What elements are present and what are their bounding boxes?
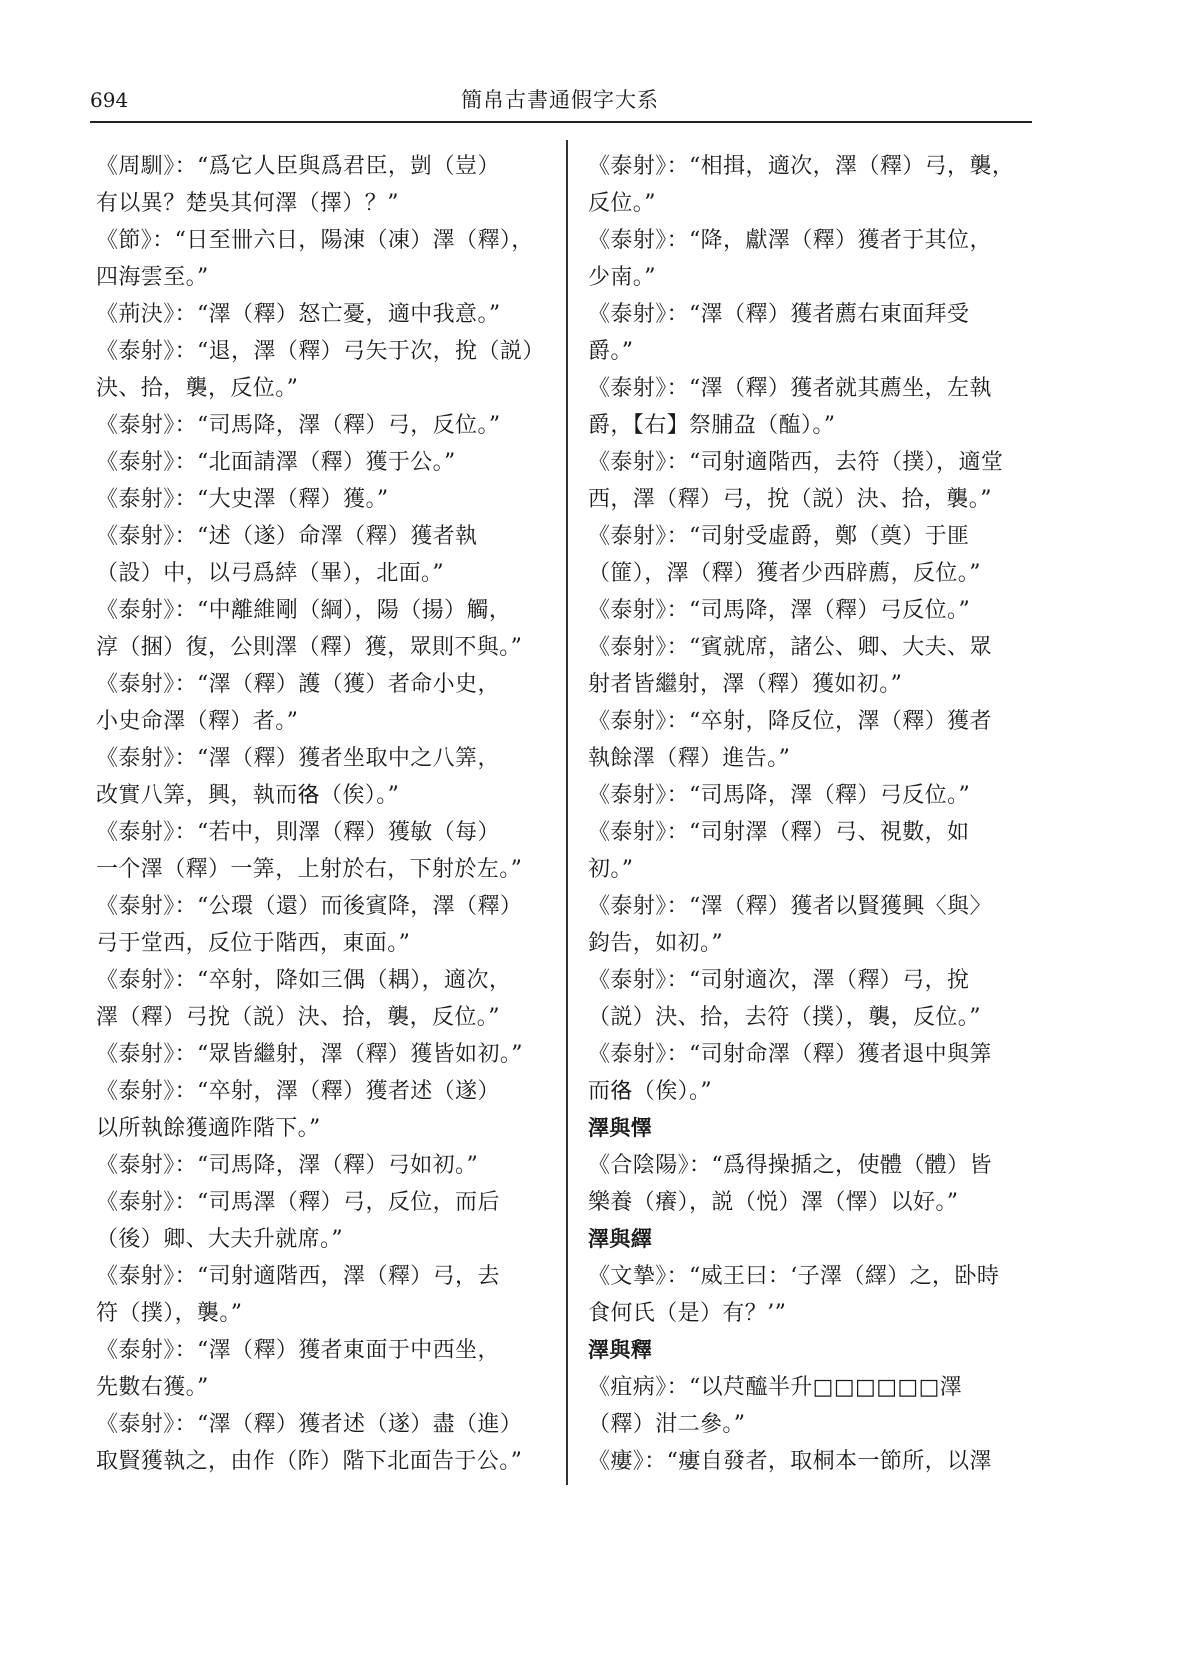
- text-line: 少南。”: [588, 265, 656, 290]
- text-line: 《泰射》：“相揖，適次，澤（釋）弓，襲，: [588, 154, 1015, 179]
- text-line: 有以異？楚吳其何澤（擇）？”: [96, 191, 399, 216]
- text-line: 《文摯》：“威王曰：‘子澤（繹）之，卧時: [588, 1264, 1000, 1289]
- text-line: 鈞告，如初。”: [588, 931, 724, 956]
- text-line: 反位。”: [588, 191, 656, 216]
- text-line: 改實八筭，興，執而𢓜（俟）。”: [96, 783, 400, 808]
- text-line: 《泰射》：“退，澤（釋）弓矢于次，挩（説）: [96, 339, 545, 364]
- section-heading: 澤與釋: [588, 1338, 653, 1362]
- text-line: 《荊決》：“澤（釋）怒亡憂，適中我意。”: [96, 302, 501, 327]
- text-line: 《泰射》：“司射澤（釋）弓、視數，如: [588, 820, 970, 845]
- text-line: 四海雲至。”: [96, 265, 209, 290]
- text-line: 以所執餘獲適阼階下。”: [96, 1116, 321, 1141]
- text-line: 先數右獲。”: [96, 1375, 209, 1400]
- text-line: 《合陰陽》：“爲得操揗之，使體（體）皆: [588, 1153, 992, 1178]
- header-rule: [90, 121, 1032, 123]
- text-line: 決、拾，襲，反位。”: [96, 376, 299, 401]
- text-line: 樂養（癢），説（悦）澤（懌）以好。”: [588, 1190, 959, 1215]
- text-line: 《泰射》：“司射命澤（釋）獲者退中與筭: [588, 1042, 992, 1067]
- text-line: 淳（捆）復，公則澤（釋）獲，眾則不與。”: [96, 635, 523, 660]
- page-header: [90, 80, 1030, 120]
- text-line: 《泰射》：“澤（釋）獲者就其薦坐，左執: [588, 376, 992, 401]
- text-line: 西，澤（釋）弓，挩（説）決、拾，襲。”: [588, 487, 992, 512]
- text-line: 《泰射》：“中離維剛（綱），陽（揚）觸，: [96, 598, 512, 623]
- text-line: 《疽病》：“以𦬨醯半升□□□□□□澤: [588, 1375, 963, 1400]
- text-line: 《泰射》：“司射受虛爵，鄭（奠）于匪: [588, 524, 970, 549]
- text-line: 《泰射》：“澤（釋）獲者以賢獲興〈與〉: [588, 894, 992, 919]
- text-line: 《泰射》：“公環（還）而後賓降，澤（釋）: [96, 894, 523, 919]
- text-line: 而𢓜（俟）。”: [588, 1079, 713, 1104]
- text-line: 射者皆繼射，澤（釋）獲如初。”: [588, 672, 903, 697]
- text-line: 《周馴》：“爲它人臣與爲君臣，剴（豈）: [96, 154, 500, 179]
- text-line: 《泰射》：“降，獻澤（釋）獲者于其位，: [588, 228, 992, 253]
- text-line: 《泰射》：“澤（釋）獲者東面于中西坐，: [96, 1338, 500, 1363]
- text-line: 弓于堂西，反位于階西，東面。”: [96, 931, 411, 956]
- text-line: 《泰射》：“卒射，降反位，澤（釋）獲者: [588, 709, 992, 734]
- right-column: [588, 148, 1034, 1480]
- text-line: 《泰射》：“賓就席，諸公、卿、大夫、眾: [588, 635, 992, 660]
- text-line: 《泰射》：“若中，則澤（釋）獲敏（每）: [96, 820, 500, 845]
- text-line: 《泰射》：“司馬澤（釋）弓，反位，而后: [96, 1190, 500, 1215]
- text-line: 《節》：“日至卌六日，陽涷（凍）澤（釋），: [96, 228, 534, 253]
- text-line: 《泰射》：“北面請澤（釋）獲于公。”: [96, 450, 456, 475]
- section-heading: 澤與懌: [588, 1116, 653, 1140]
- text-line: 《泰射》：“司馬降，澤（釋）弓反位。”: [588, 783, 971, 808]
- text-line: 初。”: [588, 857, 634, 882]
- text-line: 《泰射》：“司射適階西，去符（撲），適堂: [588, 450, 1004, 475]
- text-line: 執餘澤（釋）進告。”: [588, 746, 791, 771]
- section-heading: 澤與繹: [588, 1227, 653, 1251]
- text-line: 符（撲），襲。”: [96, 1301, 243, 1326]
- text-line: 爵，【右】祭脯盁（醢）。”: [588, 413, 836, 438]
- text-line: 《泰射》：“司馬降，澤（釋）弓如初。”: [96, 1153, 479, 1178]
- text-line: 《泰射》：“澤（釋）獲者坐取中之八筭，: [96, 746, 500, 771]
- text-line: 《泰射》：“眾皆繼射，澤（釋）獲皆如初。”: [96, 1042, 523, 1067]
- text-line: 小史命澤（釋）者。”: [96, 709, 299, 734]
- text-line: （設）中，以弓爲緈（畢），北面。”: [96, 561, 445, 586]
- text-line: 《泰射》：“司馬降，澤（釋）弓，反位。”: [96, 413, 501, 438]
- text-line: 《泰射》：“述（遂）命澤（釋）獲者執: [96, 524, 478, 549]
- text-line: 食何氏（是）有？’”: [588, 1301, 787, 1326]
- text-line: 《泰射》：“司射適階西，澤（釋）弓，去: [96, 1264, 500, 1289]
- text-line: 爵。”: [588, 339, 634, 364]
- text-line: 《瘻》：“瘻自發者，取桐本一節所，以澤: [588, 1449, 992, 1474]
- text-line: （釋）泔二參。”: [588, 1412, 746, 1437]
- text-line: 《泰射》：“卒射，澤（釋）獲者述（遂）: [96, 1079, 500, 1104]
- left-column: [96, 148, 548, 1480]
- text-line: 澤（釋）弓挩（説）決、拾，襲，反位。”: [96, 1005, 500, 1030]
- text-line: （篚），澤（釋）獲者少西辟薦，反位。”: [588, 561, 981, 586]
- text-line: 《泰射》：“澤（釋）獲者述（遂）盡（進）: [96, 1412, 523, 1437]
- text-line: 《泰射》：“澤（釋）護（獲）者命小史，: [96, 672, 500, 697]
- text-line: 一个澤（釋）一筭，上射於右，下射於左。”: [96, 857, 523, 882]
- text-line: 《泰射》：“司射適次，澤（釋）弓，挩: [588, 968, 970, 993]
- running-title: 簡帛古書通假字大系: [461, 88, 659, 112]
- text-line: 《泰射》：“澤（釋）獲者薦右東面拜受: [588, 302, 970, 327]
- text-line: （説）決、拾，去符（撲），襲，反位。”: [588, 1005, 981, 1030]
- column-divider: [566, 140, 568, 1485]
- page-number: 694: [90, 88, 129, 112]
- text-line: 取賢獲執之，由作（阼）階下北面告于公。”: [96, 1449, 523, 1474]
- text-line: 《泰射》：“卒射，降如三偶（耦），適次，: [96, 968, 512, 993]
- text-line: 《泰射》：“大史澤（釋）獲。”: [96, 487, 389, 512]
- text-line: 《泰射》：“司馬降，澤（釋）弓反位。”: [588, 598, 971, 623]
- text-line: （後）卿、大夫升就席。”: [96, 1227, 344, 1252]
